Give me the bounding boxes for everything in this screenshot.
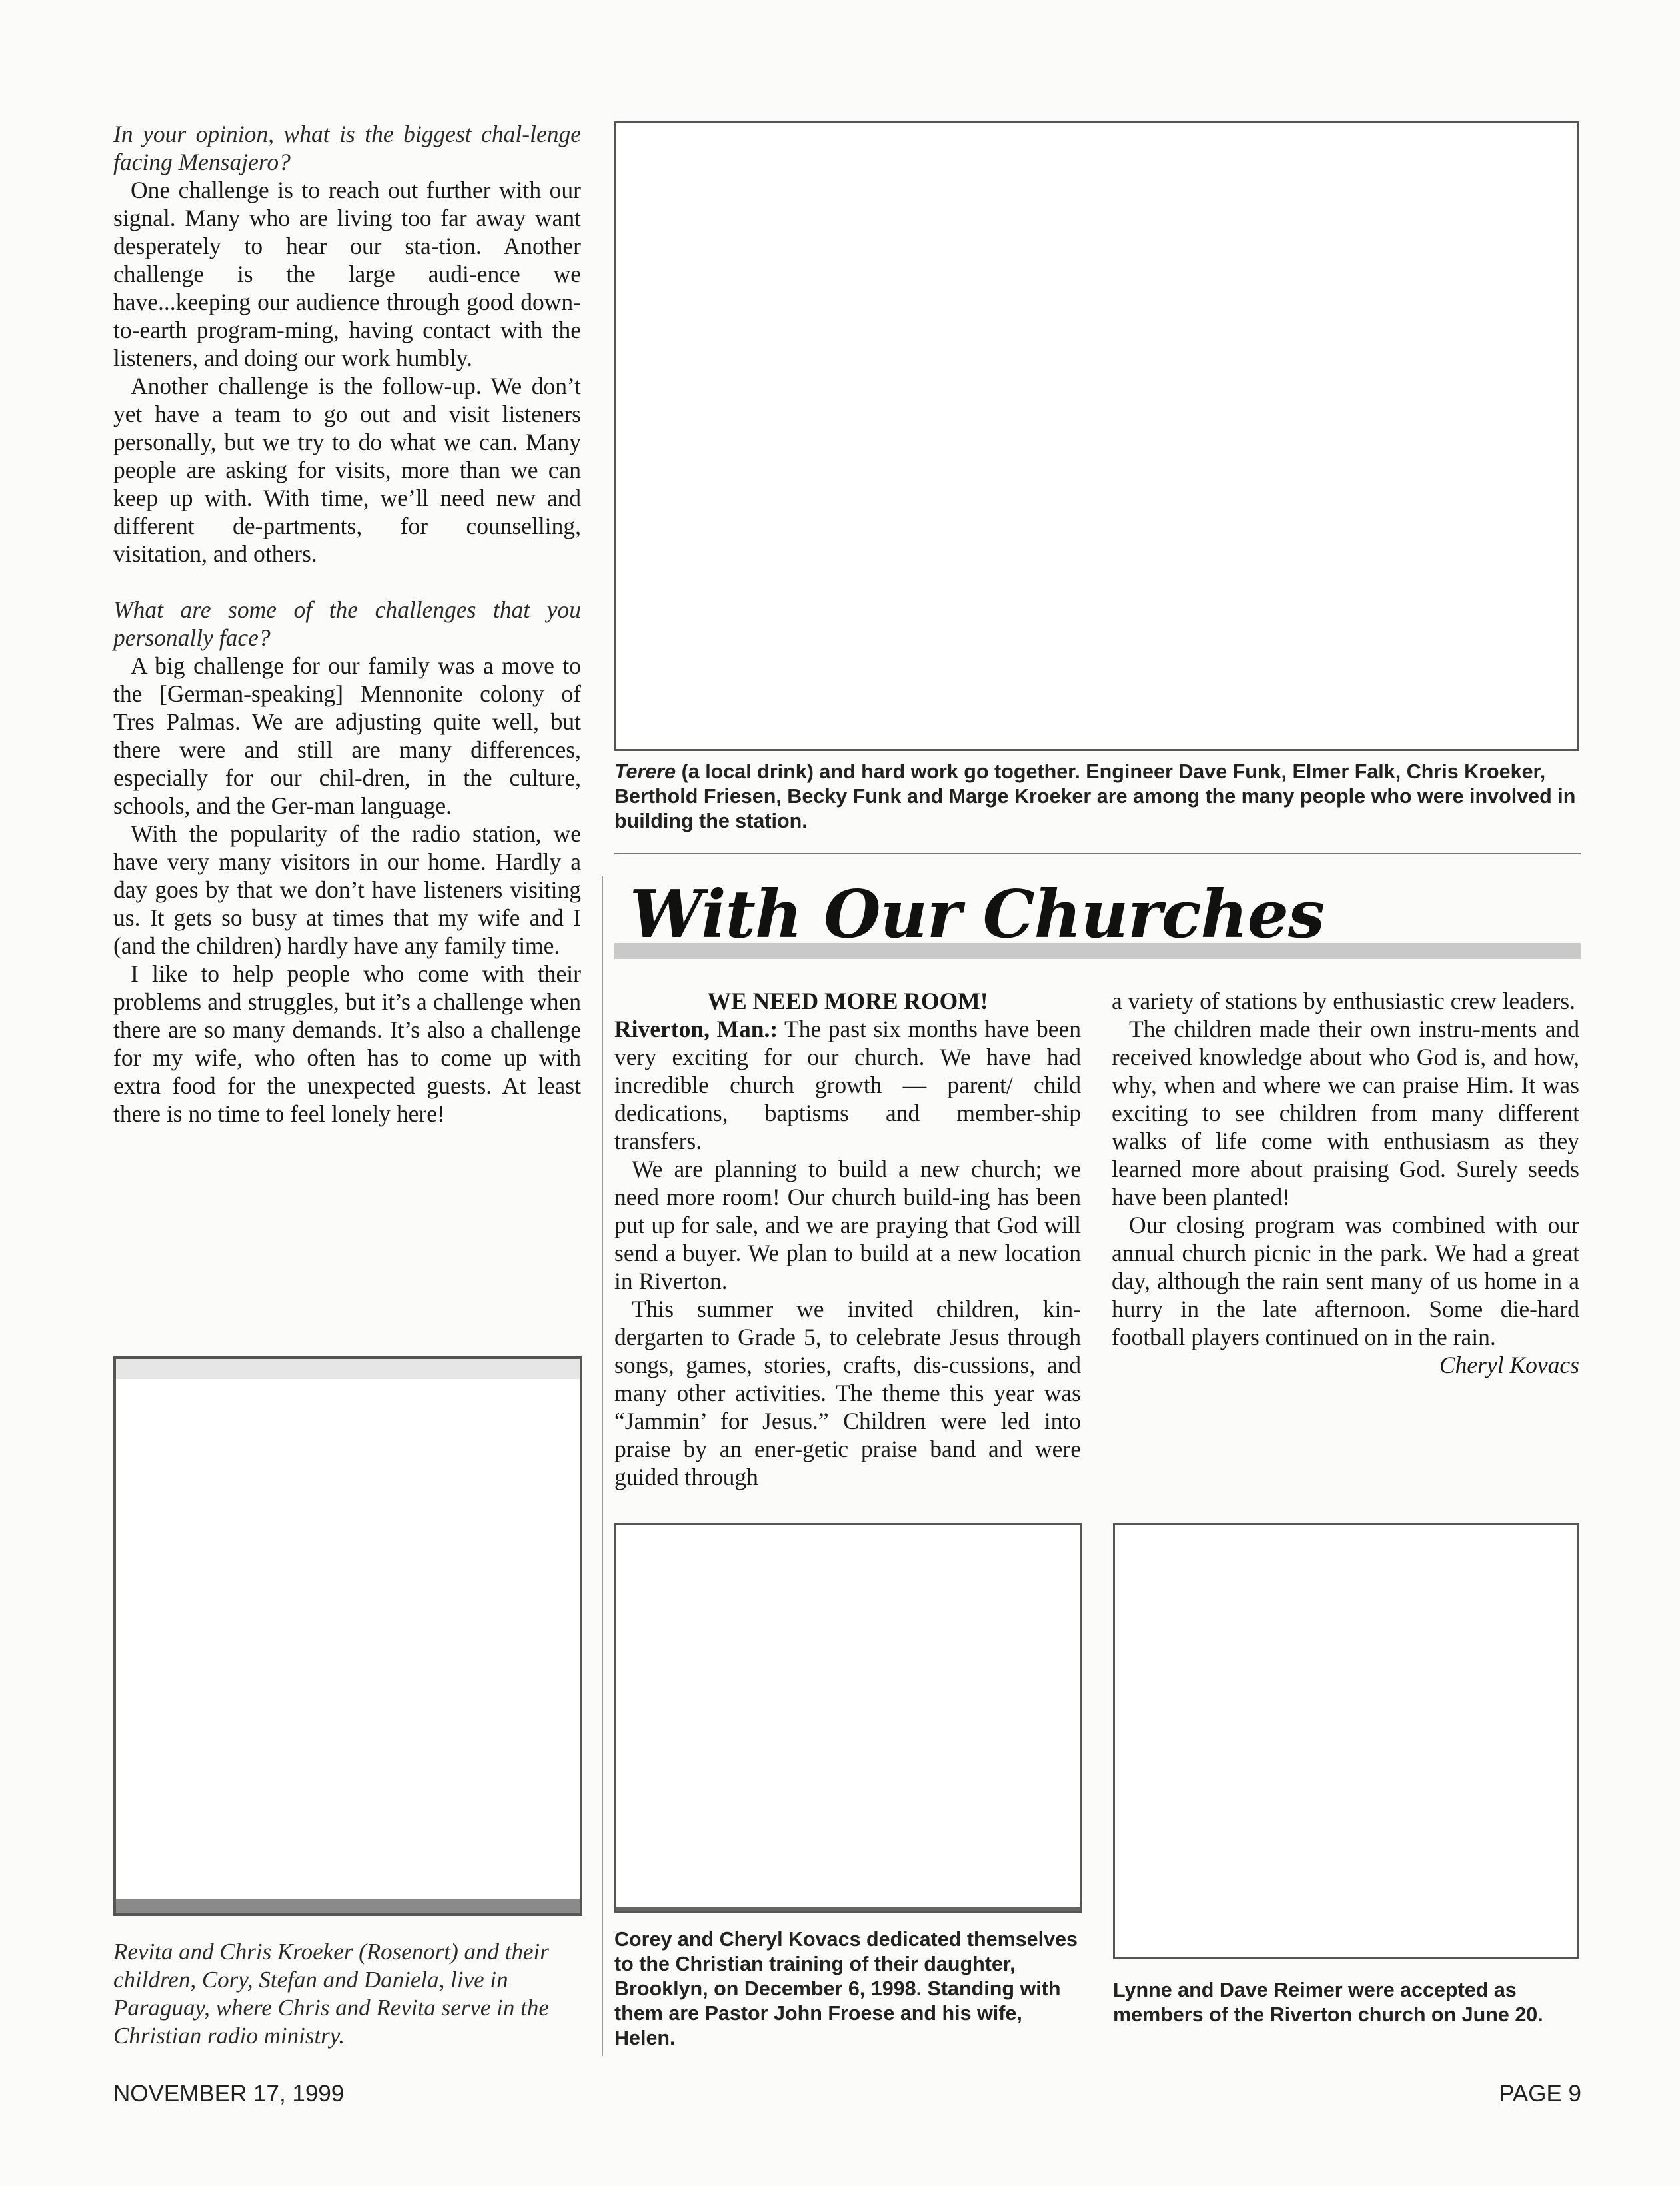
- station-caption-text: (a local drink) and hard work go together. Engineer Dave Funk, Elmer Falk, Chris Kroeker, Berthold Friesen, Becky Funk and Marge Kroeker are among the many people who were involved in building the station.: [614, 760, 1576, 832]
- kroeker-family-photo: [113, 1356, 582, 1916]
- page-number: PAGE 9: [1499, 2081, 1581, 2107]
- answer-2-paragraph-3: I like to help people who come with their problems and struggles, but it’s a challenge when there are so many demands. It’s also a challenge for my wife, who often has to come up with extra food for the unexpected guests. At least there is no time to feel lonely here!: [113, 960, 581, 1127]
- kroeker-photo-caption: Revita and Chris Kroeker (Rosenort) and their children, Cory, Stefan and Daniela, live in Paraguay, where Chris and Revita serve in the Christian radio ministry.: [113, 1939, 549, 2049]
- reimer-photo-caption: Lynne and Dave Reimer were accepted as members of the Riverton church on June 20.: [1113, 1979, 1543, 2026]
- issue-date: NOVEMBER 17, 1999: [113, 2081, 345, 2107]
- photo-top-edge-shade: [116, 1359, 580, 1379]
- left-column-text: [113, 120, 581, 1128]
- kovacs-dedication-photo: [614, 1523, 1082, 1913]
- interview-question-1: In your opinion, what is the biggest chal-lenge facing Mensajero?: [113, 121, 581, 175]
- section-heading: With Our Churches: [630, 876, 1325, 953]
- interview-question-2: What are some of the challenges that you personally face?: [113, 596, 581, 651]
- section-separator: [614, 853, 1581, 854]
- station-photo-caption: [614, 760, 1579, 834]
- article-paragraph-1-text: The past six months have been very exciting for our church. We have had incredible church growth — parent/ child dedications, baptisms and member-ship transfers.: [614, 1016, 1081, 1154]
- answer-1-paragraph-2: Another challenge is the follow-up. We don’t yet have a team to go out and visit listeners personally, but we try to do what we can. Many people are asking for visits, more than we can keep up with. With time, we’ll need new and different de-partments, for counselling, visitation, and others.: [113, 373, 581, 567]
- answer-2-paragraph-2: With the popularity of the radio station, we have very many visitors in our home. Hardly a day goes by that we don’t have listeners visiting us. It gets so busy at times that my wife and I (and the children) hardly have any family time.: [113, 820, 581, 959]
- article-signature: Cheryl Kovacs: [1439, 1352, 1579, 1378]
- terere-word: Terere: [614, 760, 676, 783]
- article-column-1: [614, 987, 1081, 1491]
- photo-bottom-edge-shade: [616, 1907, 1080, 1911]
- column-divider: [602, 876, 603, 2056]
- article-paragraph-2: We are planning to build a new church; we need more room! Our church build-ing has been put up for sale, and we are praying that God will send a buyer. We plan to build at a new location in Riverton.: [614, 1156, 1081, 1294]
- answer-2-paragraph-1: A big challenge for our family was a move to the [German-speaking] Mennonite colony of Tres Palmas. We are adjusting quite well, but there were and still are many differences, especially for our chil-dren, in the culture, schools, and the Ger-man language.: [113, 652, 581, 819]
- article-paragraph-3-continued: a variety of stations by enthusiastic crew leaders.: [1112, 988, 1575, 1014]
- article-paragraph-5: Our closing program was combined with our annual church picnic in the park. We had a great day, although the rain sent many of us home in a hurry in the late afternoon. Some die-hard football players continued on in the rain.: [1112, 1212, 1579, 1350]
- station-building-photo: [614, 121, 1579, 751]
- reimer-membership-photo: [1113, 1523, 1579, 1959]
- article-headline: WE NEED MORE ROOM!: [707, 988, 988, 1014]
- answer-1-paragraph-1: One challenge is to reach out further with our signal. Many who are living too far away want desperately to hear our sta-tion. Another challenge is the large audi-ence we have...keeping our audience through good down-to-earth program-ming, having contact with the listeners, and doing our work humbly.: [113, 177, 581, 371]
- article-paragraph-3: This summer we invited children, kin-dergarten to Grade 5, to celebrate Jesus through songs, games, stories, crafts, dis-cussions, and many other activities. The theme this year was “Jammin’ for Jesus.” Children were led into praise by an ener-getic praise band and were guided through: [614, 1296, 1081, 1490]
- kovacs-photo-caption: Corey and Cheryl Kovacs dedicated themselves to the Christian training of their daughter, Brooklyn, on December 6, 1998. Standing with them are Pastor John Froese and his wife, Helen.: [614, 1928, 1078, 2049]
- article-column-2: [1112, 987, 1579, 1379]
- article-paragraph-1: [614, 1015, 1081, 1155]
- article-dateline: Riverton, Man.:: [614, 1016, 778, 1042]
- photo-bottom-edge-shade: [116, 1899, 580, 1913]
- article-paragraph-4: The children made their own instru-ments and received knowledge about who God is, and how, why, when and where we can praise Him. It was exciting to see children from many different walks of life come with enthusiasm as they learned more about praising God. Surely seeds have been planted!: [1112, 1016, 1579, 1210]
